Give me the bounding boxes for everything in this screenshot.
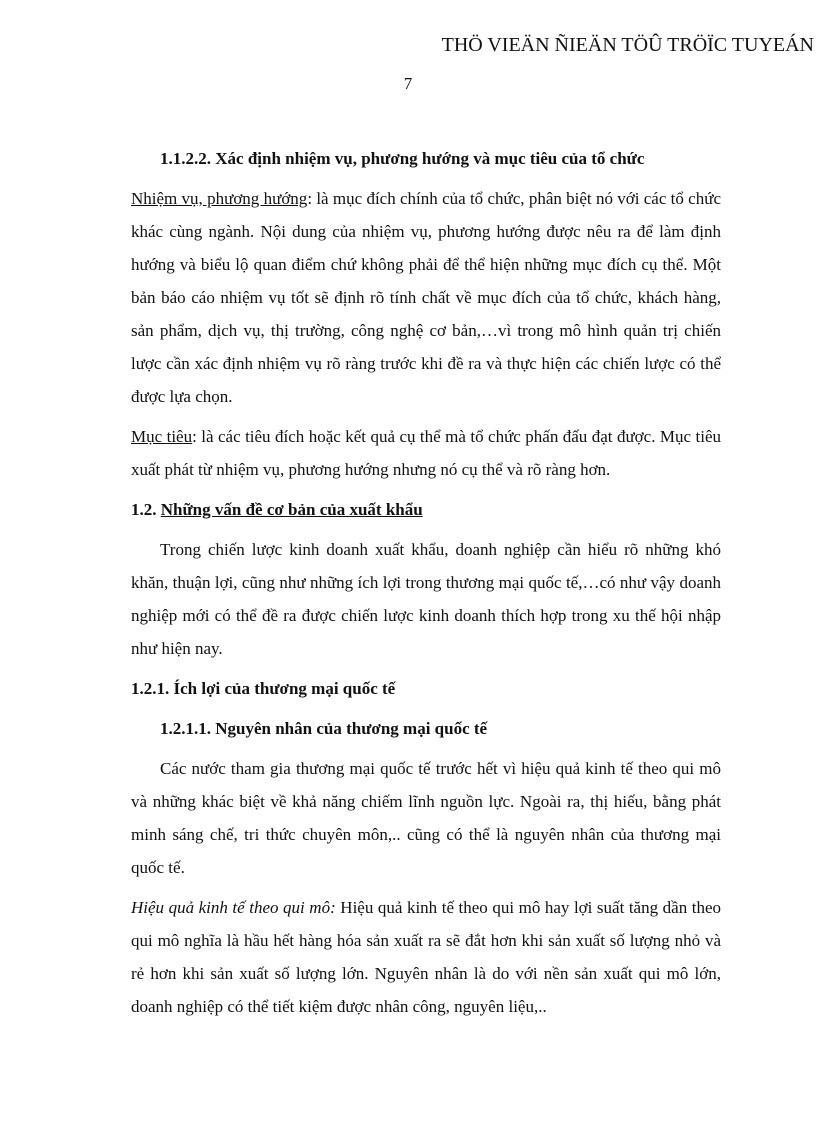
heading-1-2-title: Những vấn đề cơ bản của xuất khẩu [160,500,423,519]
term-scale: Hiệu quả kinh tế theo qui mô: [131,898,336,917]
paragraph-mission [131,182,721,413]
heading-1-2-1: 1.2.1. Ích lợi của thương mại quốc tế [131,679,396,698]
running-header: THÖ VIEÄN ÑIEÄN TÖÛ TRÖÏC TUYEÁN [441,34,814,56]
paragraph-goal [131,420,721,486]
text-mission: : là mục đích chính của tổ chức, phân biệt nó với các tổ chức khác cùng ngành. Nội dung của nhiệm vụ, phương hướng được nêu ra để làm định hướng và biểu lộ quan điểm chứ không phải để thể hiện những mục đích cụ thể. Một bản báo cáo nhiệm vụ tốt sẽ định rõ tính chất về mục đích của tổ chức, khách hàng, sản phẩm, dịch vụ, thị trường, công nghệ cơ bản,…vì trong mô hình quản trị chiến lược cần xác định nhiệm vụ rõ ràng trước khi đề ra và thực hiện các chiến lược có thể được lựa chọn. [131,189,721,406]
heading-1-1-2-2: 1.1.2.2. Xác định nhiệm vụ, phương hướng và mục tiêu của tổ chức [160,149,645,168]
page-number: 7 [403,74,413,93]
term-goal: Mục tiêu [131,427,193,446]
term-mission: Nhiệm vụ, phương hướng [131,189,308,208]
heading-1-2 [131,493,721,526]
text-goal: : là các tiêu đích hoặc kết quả cụ thể mà tổ chức phấn đấu đạt được. Mục tiêu xuất phát từ nhiệm vụ, phương hướng nhưng nó cụ thể và rõ ràng hơn. [131,427,722,479]
heading-1-2-number: 1.2. [131,500,161,519]
document-body [131,142,721,1030]
paragraph-1-2-1-1: Các nước tham gia thương mại quốc tế trước hết vì hiệu quả kinh tế theo qui mô và những khác biệt về khả năng chiếm lĩnh nguồn lực. Ngoài ra, thị hiếu, bằng phát minh sáng chế, tri thức chuyên môn,.. cũng có thể là nguyên nhân của thương mại quốc tế. [131,759,721,877]
paragraph-1-2: Trong chiến lược kinh doanh xuất khẩu, doanh nghiệp cần hiểu rõ những khó khăn, thuận lợi, cũng như những ích lợi trong thương mại quốc tế,…có như vậy doanh nghiệp mới có thể đề ra được chiến lược kinh doanh thích hợp trong xu thế hội nhập như hiện nay. [131,540,721,658]
text-scale: Hiệu quả kinh tế theo qui mô hay lợi suất tăng dần theo qui mô nghĩa là hầu hết hàng hóa sản xuất ra sẽ đắt hơn khi sản xuất số lượng nhỏ và rẻ hơn khi sản xuất số lượng lớn. Nguyên nhân là do với nền sản xuất qui mô lớn, doanh nghiệp có thể tiết kiệm được nhân công, nguyên liệu,.. [131,898,721,1016]
heading-1-2-1-1: 1.2.1.1. Nguyên nhân của thương mại quốc tế [160,719,488,738]
paragraph-scale [131,891,721,1023]
